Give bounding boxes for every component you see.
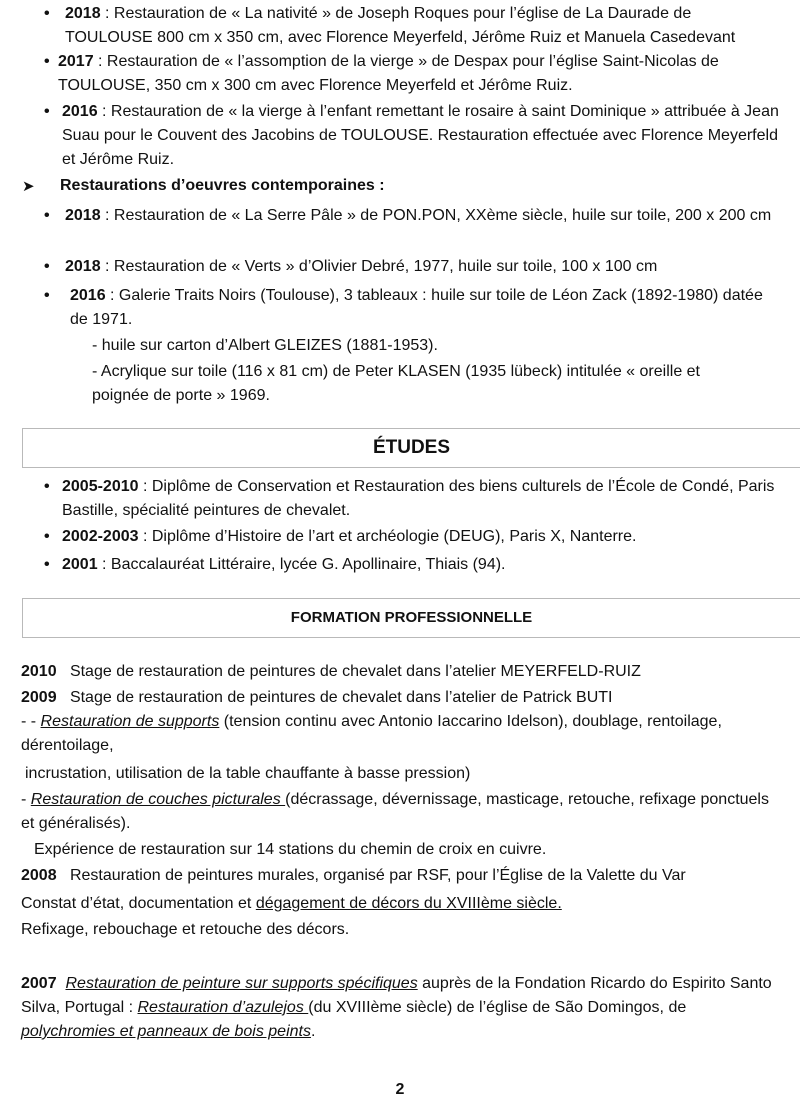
page-number: 2 (395, 1081, 405, 1098)
formation-couches: - Restauration de couches picturales (décrassage, dévernissage, masticage, retouche, refixage ponctuels et généralisés). (21, 791, 769, 832)
bullet-icon: • (44, 287, 50, 304)
bullet-icon: • (44, 207, 50, 224)
item-text: : Restauration de « La nativité » de Joseph Roques pour l’église de La Daurade de TOULOUSE 800 cm x 350 cm, avec Florence Meyerfeld, Jérôme Ruiz et Manuela Casedevant (65, 5, 736, 46)
bullet-icon: • (44, 5, 50, 22)
item-text: : Diplôme de Conservation et Restauration des biens culturels de l’École de Condé, Paris Bastille, spécialité peintures de chevalet. (62, 478, 775, 519)
formation-incrustation: incrustation, utilisation de la table chauffante à basse pression) (25, 765, 471, 782)
sub-list-item: - Acrylique sur toile (116 x 81 cm) de Peter KLASEN (1935 lübeck) intitulée « oreille et poignée de porte » 1969. (92, 363, 700, 404)
item-year: 2018 (65, 258, 101, 275)
bullet-icon: • (44, 528, 50, 545)
bullet-icon: • (44, 556, 50, 573)
formation-line-2009: 2009 Stage de restauration de peintures de chevalet dans l’atelier de Patrick BUTI (21, 689, 613, 706)
bullet-icon: • (44, 258, 50, 275)
item-year: 2016 (62, 103, 98, 120)
formation-supports: - - Restauration de supports (tension continu avec Antonio Iaccarino Idelson), doublage, rentoilage, dérentoilage, (21, 713, 722, 754)
formation-experience: Expérience de restauration sur 14 stations du chemin de croix en cuivre. (34, 841, 547, 858)
section-header-etudes: ÉTUDES (22, 428, 800, 468)
item-text: : Restauration de « la vierge à l’enfant remettant le rosaire à saint Dominique » attribuée à Jean Suau pour le Couvent des Jacobins de TOULOUSE. Restauration effectuée avec Florence Meyerfeld et Jérôme Ruiz. (62, 103, 779, 168)
formation-line-2008: 2008 Restauration de peintures murales, organisé par RSF, pour l’Église de la Valette du Var (21, 867, 686, 884)
item-year: 2018 (65, 5, 101, 22)
item-year: 2005-2010 (62, 478, 139, 495)
section-subheading: Restaurations d’oeuvres contemporaines : (60, 177, 385, 194)
decors-link: dégagement de décors du XVIIIème siècle. (255, 895, 562, 912)
item-year: 2016 (70, 287, 106, 304)
item-text: : Galerie Traits Noirs (Toulouse), 3 tableaux : huile sur toile de Léon Zack (1892-1980) datée de 1971. (70, 287, 763, 328)
item-text: : Diplôme d’Histoire de l’art et archéologie (DEUG), Paris X, Nanterre. (138, 528, 637, 545)
item-year: 2001 (62, 556, 98, 573)
formation-refixage: Refixage, rebouchage et retouche des décors. (21, 921, 350, 938)
bullet-icon: • (44, 478, 50, 495)
item-year: 2018 (65, 207, 101, 224)
bullet-icon: • (44, 53, 50, 70)
item-year: 2017 (58, 53, 94, 70)
formation-line-2007: 2007 Restauration de peinture sur supports spécifiques auprès de la Fondation Ricardo do Espirito Santo Silva, Portugal : Restauration d’azulejos (du XVIIIème siècle) de l’église de São Domingos, de polychromies et panneaux de bois peints. (21, 975, 772, 1040)
item-text: : Restauration de « La Serre Pâle » de PON.PON, XXème siècle, huile sur toile, 200 x 200 cm (100, 207, 772, 224)
item-text: : Restauration de « l’assomption de la vierge » de Despax pour l’église Saint-Nicolas de TOULOUSE, 350 cm x 300 cm avec Florence Meyerfeld et Jérôme Ruiz. (58, 53, 719, 94)
couches-link: Restauration de couches picturales (30, 791, 286, 808)
formation-line-2010: 2010 Stage de restauration de peintures de chevalet dans l’atelier MEYERFELD-RUIZ (21, 663, 641, 680)
bullet-icon: • (44, 103, 50, 120)
item-text: : Restauration de « Verts » d’Olivier Debré, 1977, huile sur toile, 100 x 100 cm (100, 258, 658, 275)
item-text: : Baccalauréat Littéraire, lycée G. Apollinaire, Thiais (94). (97, 556, 506, 573)
formation-constat: Constat d’état, documentation et dégagement de décors du XVIIIème siècle. (21, 895, 562, 912)
item-year: 2002-2003 (62, 528, 139, 545)
arrow-bullet-icon: ➤ (22, 178, 35, 195)
supports-link: Restauration de supports (40, 713, 220, 730)
sub-list-item: - huile sur carton d’Albert GLEIZES (1881-1953). (92, 337, 438, 354)
section-header-formation: FORMATION PROFESSIONNELLE (22, 598, 800, 638)
